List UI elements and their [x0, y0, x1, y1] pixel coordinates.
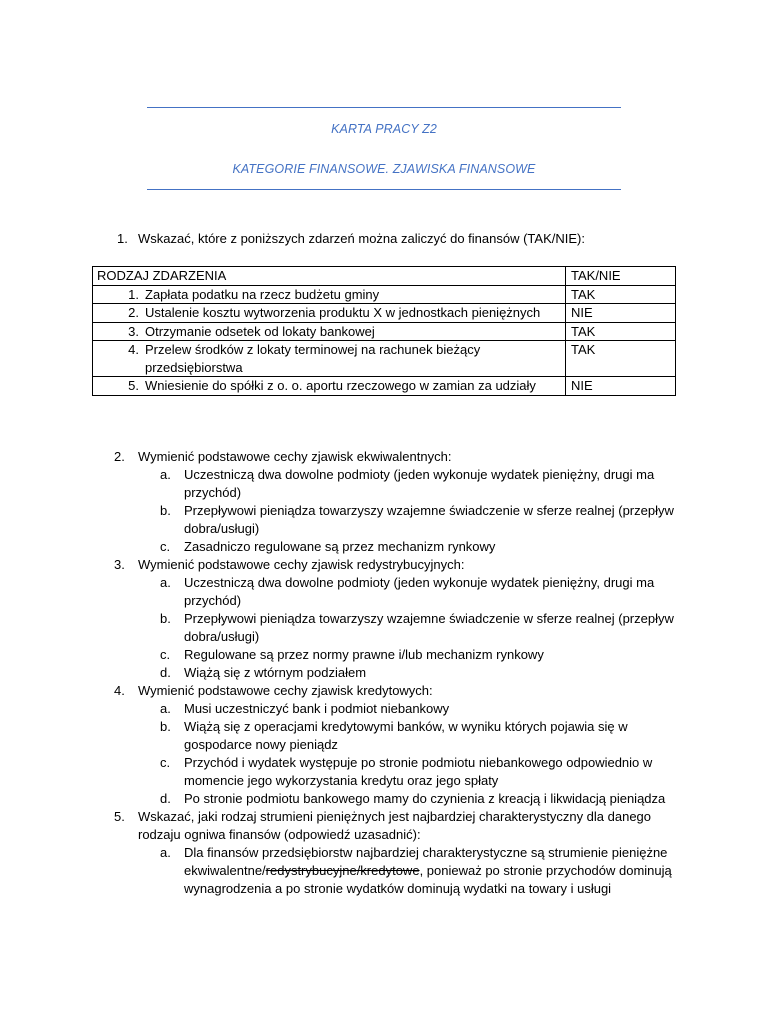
item-text: Przychód i wydatek występuje po stronie podmiotu niebankowego odpowiednio w momencie jego wykorzystania kredytu oraz jego spłaty	[184, 755, 653, 788]
question-text: Wskazać, jaki rodzaj strumieni pieniężnych jest najbardziej charakterystyczny dla danego rodzaju ogniwa finansów (odpowiedź uzasadnić):	[138, 809, 652, 842]
struck-out-text: redystrybucyjne/kredytowe	[265, 863, 420, 878]
event-text: Ustalenie kosztu wytworzenia produktu X w jednostkach pieniężnych	[145, 305, 541, 320]
worksheet-title: KARTA PRACY Z2	[331, 122, 437, 136]
events-table	[92, 266, 676, 396]
item-letter: a.	[160, 845, 171, 860]
answer-cell: TAK	[566, 285, 676, 304]
item-text: Przepływowi pieniądza towarzyszy wzajemne świadczenie w sferze realnej (przepływ dobra/usługi)	[184, 611, 674, 644]
item-text: Wiążą się z wtórnym podziałem	[184, 665, 367, 680]
table-row	[93, 377, 676, 396]
list-item	[0, 790, 676, 808]
item-letter: c.	[160, 539, 171, 554]
table-header-row	[93, 267, 676, 286]
item-text: Uczestniczą dwa dowolne podmioty (jeden wykonuje wydatek pieniężny, drugi ma przychód)	[184, 467, 655, 500]
list-item	[0, 646, 676, 664]
item-letter: b.	[160, 503, 171, 518]
row-number: 3.	[128, 323, 139, 339]
list-item	[0, 700, 676, 718]
question-2	[0, 448, 678, 466]
row-number: 1.	[128, 286, 139, 302]
question-text: Wymienić podstawowe cechy zjawisk ekwiwalentnych:	[138, 449, 452, 464]
answer-cell: TAK	[566, 341, 676, 377]
item-text: Po stronie podmiotu bankowego mamy do czynienia z kreacją i likwidacją pieniądza	[184, 791, 666, 806]
row-number: 2.	[128, 305, 139, 320]
answer-text-after: , ponieważ po stronie przychodów dominują wynagrodzenia a po stronie wydatków dominują wydatki na towary i usługi	[184, 863, 672, 896]
item-letter: c.	[160, 647, 171, 662]
question-1	[117, 231, 585, 246]
question-text: Wymienić podstawowe cechy zjawisk kredytowych:	[138, 683, 433, 698]
question-4	[0, 682, 678, 700]
list-item	[0, 502, 676, 538]
item-text: Uczestniczą dwa dowolne podmioty (jeden wykonuje wydatek pieniężny, drugi ma przychód)	[184, 575, 655, 608]
list-item	[0, 718, 676, 754]
question-text: Wskazać, które z poniższych zdarzeń można zaliczyć do finansów (TAK/NIE):	[138, 231, 585, 246]
item-text: Regulowane są przez normy prawne i/lub mechanizm rynkowy	[184, 647, 544, 662]
column-header-answer: TAK/NIE	[566, 267, 676, 286]
row-number: 4.	[128, 342, 139, 357]
question-number: 1.	[117, 231, 128, 246]
list-item	[0, 538, 676, 556]
item-text: Musi uczestniczyć bank i podmiot niebankowy	[184, 701, 450, 716]
list-item	[0, 466, 676, 502]
event-text: Otrzymanie odsetek od lokaty bankowej	[145, 323, 375, 339]
item-letter: a.	[160, 701, 171, 716]
item-letter: d.	[160, 665, 171, 680]
item-letter: d.	[160, 791, 171, 806]
question-text: Wymienić podstawowe cechy zjawisk redystrybucyjnych:	[138, 557, 465, 572]
table-row	[93, 285, 676, 304]
item-text: Wiążą się z operacjami kredytowymi banków, w wyniku których pojawia się w gospodarce nowy pieniądz	[184, 719, 628, 752]
question-list	[0, 448, 768, 898]
item-letter: b.	[160, 719, 171, 734]
table-row	[93, 304, 676, 323]
question-5	[0, 808, 678, 844]
list-item	[0, 610, 676, 646]
item-text: Zasadniczo regulowane są przez mechanizm rynkowy	[184, 539, 496, 554]
question-number: 2.	[114, 449, 125, 464]
list-item	[0, 844, 676, 898]
worksheet-subtitle: KATEGORIE FINANSOWE. ZJAWISKA FINANSOWE	[232, 162, 536, 176]
list-item	[0, 754, 676, 790]
list-item	[0, 664, 676, 682]
item-letter: c.	[160, 755, 171, 770]
event-text: Wniesienie do spółki z o. o. aportu rzeczowego w zamian za udziały	[145, 378, 536, 393]
column-header-event: RODZAJ ZDARZENIA	[93, 267, 566, 286]
question-number: 3.	[114, 557, 125, 572]
list-item	[0, 574, 676, 610]
question-number: 5.	[114, 809, 125, 824]
question-number: 4.	[114, 683, 125, 698]
item-letter: a.	[160, 575, 171, 590]
header-rule-top	[147, 107, 621, 108]
event-text: Zapłata podatku na rzecz budżetu gminy	[145, 286, 380, 302]
item-letter: b.	[160, 611, 171, 626]
answer-cell: TAK	[566, 322, 676, 341]
answer-cell: NIE	[566, 377, 676, 396]
answer-text-before: Dla finansów przedsiębiorstw najbardziej charakterystyczne są strumienie pieniężne ekwiwalentne/	[184, 845, 668, 878]
item-letter: a.	[160, 467, 171, 482]
table-row	[93, 322, 676, 341]
item-text: Przepływowi pieniądza towarzyszy wzajemne świadczenie w sferze realnej (przepływ dobra/usługi)	[184, 503, 674, 536]
row-number: 5.	[128, 378, 139, 393]
table-row	[93, 341, 676, 377]
event-text: Przelew środków z lokaty terminowej na rachunek bieżący przedsiębiorstwa	[145, 342, 481, 375]
question-3	[0, 556, 678, 574]
answer-cell: NIE	[566, 304, 676, 323]
header-rule-bottom	[147, 189, 621, 190]
